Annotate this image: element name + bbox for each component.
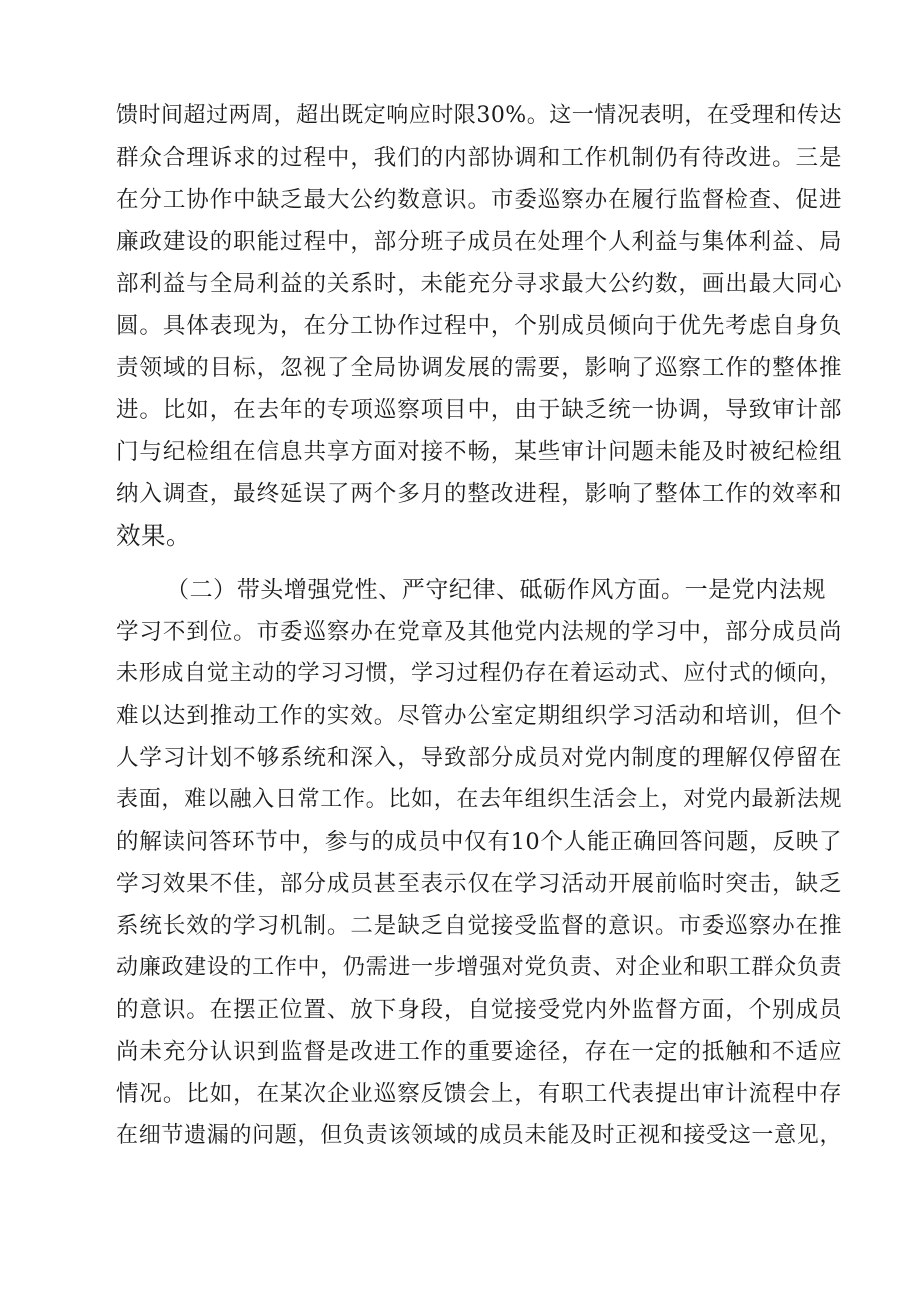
text-line: 系统长效的学习机制。二是缺乏自觉接受监督的意识。市委巡察办在推 [116, 913, 842, 939]
text-line: 难以达到推动工作的实效。尽管办公室定期组织学习活动和培训，但个 [116, 703, 842, 729]
text-line: 在细节遗漏的问题，但负责该领域的成员未能及时正视和接受这一意见， [116, 1123, 842, 1148]
text-line: 学习不到位。市委巡察办在党章及其他党内法规的学习中，部分成员尚 [116, 619, 842, 645]
text-line: 学习效果不佳，部分成员甚至表示仅在学习活动开展前临时突击，缺乏 [116, 871, 842, 897]
text-line: 在分工协作中缺乏最大公约数意识。市委巡察办在履行监督检查、促进 [116, 187, 842, 213]
text-line: 圆。具体表现为，在分工协作过程中，个别成员倾向于优先考虑自身负 [116, 313, 842, 339]
text-line: 进。比如，在去年的专项巡察项目中，由于缺乏统一协调，导致审计部 [116, 397, 842, 423]
text-line: 廉政建设的职能过程中，部分班子成员在处理个人利益与集体利益、局 [116, 229, 842, 255]
text-line: 效果。 [116, 521, 191, 550]
text-line: 的意识。在摆正位置、放下身段，自觉接受党内外监督方面，个别成员 [116, 997, 842, 1023]
text-line: 责领域的目标，忽视了全局协调发展的需要，影响了巡察工作的整体推 [116, 355, 842, 381]
text-line: 馈时间超过两周，超出既定响应时限30%。这一情况表明，在受理和传达 [116, 103, 842, 128]
text-line: 表面，难以融入日常工作。比如，在去年组织生活会上，对党内最新法规 [116, 787, 842, 812]
text-line: 部利益与全局利益的关系时，未能充分寻求最大公约数，画出最大同心 [116, 271, 842, 297]
section-heading-line: （二）带头增强党性、严守纪律、砥砺作风方面。一是党内法规 [166, 577, 826, 603]
text-line: 人学习计划不够系统和深入，导致部分成员对党内制度的理解仅停留在 [116, 745, 842, 771]
text-line: 门与纪检组在信息共享方面对接不畅，某些审计问题未能及时被纪检组 [116, 439, 842, 465]
text-line: 群众合理诉求的过程中，我们的内部协调和工作机制仍有待改进。三是 [116, 145, 842, 171]
text-line: 动廉政建设的工作中，仍需进一步增强对党负责、对企业和职工群众负责 [116, 955, 842, 980]
text-line: 未形成自觉主动的学习习惯，学习过程仍存在着运动式、应付式的倾向， [116, 661, 842, 686]
text-line: 纳入调查，最终延误了两个多月的整改进程，影响了整体工作的效率和 [116, 481, 842, 507]
text-line: 的解读问答环节中，参与的成员中仅有10个人能正确回答问题，反映了 [116, 829, 842, 855]
text-line: 尚未充分认识到监督是改进工作的重要途径，存在一定的抵触和不适应 [116, 1039, 842, 1065]
text-line: 情况。比如，在某次企业巡察反馈会上，有职工代表提出审计流程中存 [116, 1081, 842, 1107]
